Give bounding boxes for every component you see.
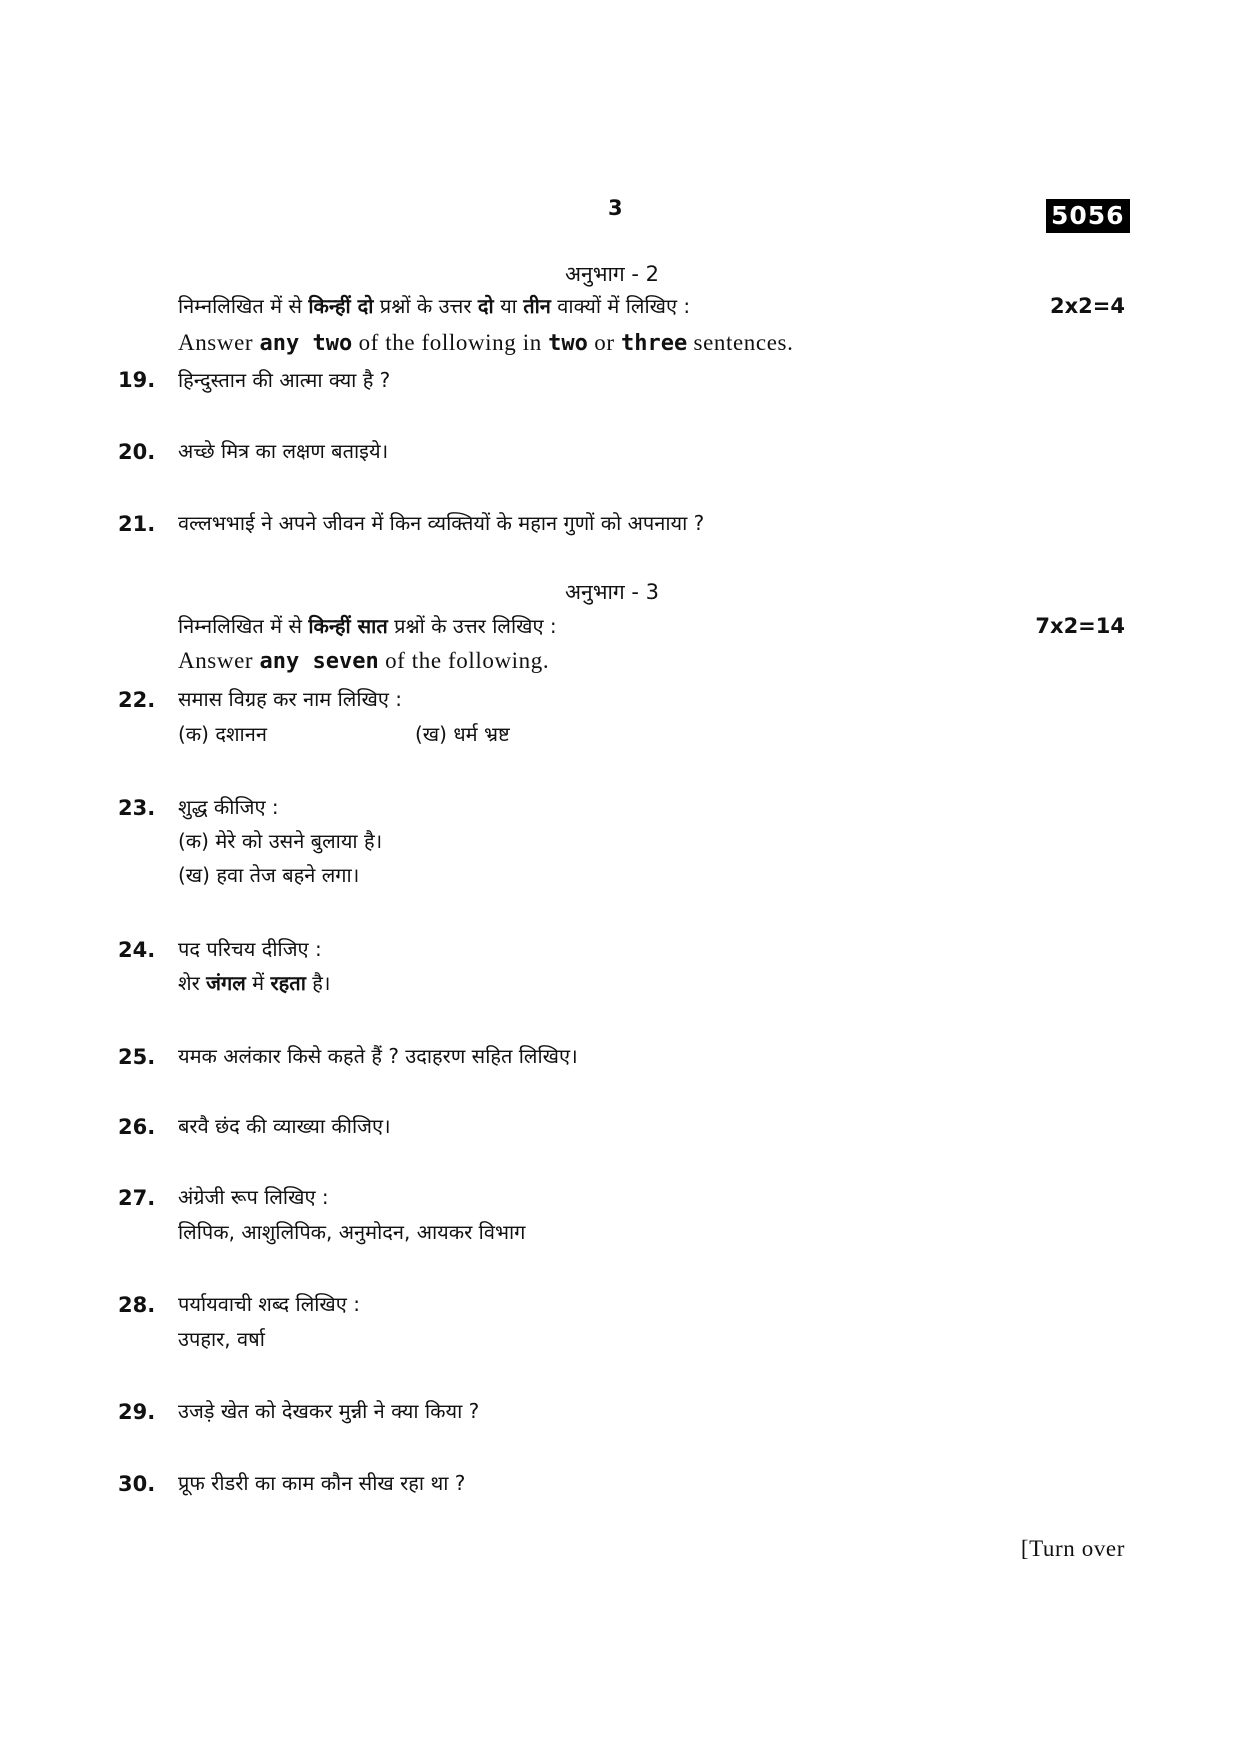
turn-over-note: [Turn over — [1020, 1536, 1125, 1561]
instr-bold: दो — [477, 294, 494, 318]
question-number: 30. — [118, 1472, 156, 1496]
question-number: 21. — [118, 512, 156, 536]
instr-text: Answer — [178, 330, 260, 355]
instr-bold: किन्हीं सात — [308, 614, 388, 638]
question-number: 24. — [118, 938, 156, 962]
page-number: 3 — [608, 196, 623, 220]
instr-bold: any two — [259, 331, 353, 356]
instr-bold: two — [548, 331, 588, 356]
question-number: 26. — [118, 1115, 156, 1139]
question-text: समास विग्रह कर नाम लिखिए : — [178, 687, 403, 711]
instr-bold: किन्हीं दो — [308, 294, 374, 318]
section-2-title: अनुभाग - 2 — [565, 262, 660, 286]
paper-code-badge: 5056 — [1046, 199, 1130, 233]
sentence-text: है। — [305, 971, 331, 995]
question-text: वल्लभभाई ने अपने जीवन में किन व्यक्तियों के महान गुणों को अपनाया ? — [178, 511, 705, 535]
question-number: 29. — [118, 1400, 156, 1424]
sentence-text: में — [245, 971, 271, 995]
section-3-marks: 7x2=14 — [1035, 614, 1125, 638]
sub-part: (ख) हवा तेज बहने लगा। — [178, 863, 360, 887]
question-number: 25. — [118, 1045, 156, 1069]
instr-text: of the following in — [352, 330, 549, 355]
instr-text: of the following. — [378, 648, 550, 673]
instr-text: प्रश्नों के उत्तर — [373, 294, 478, 318]
instr-text: or — [587, 330, 621, 355]
sub-part: (क) दशानन — [178, 722, 267, 746]
section-2-instruction-english — [178, 330, 793, 356]
question-text: शुद्ध कीजिए : — [178, 795, 279, 819]
sentence-bold: रहता — [270, 971, 306, 995]
sub-part: (ख) धर्म भ्रष्ट — [415, 722, 510, 746]
instr-text: वाक्यों में लिखिए : — [550, 294, 691, 318]
sub-part: (क) मेरे को उसने बुलाया है। — [178, 829, 383, 853]
sentence-text: शेर — [178, 971, 207, 995]
question-sentence: लिपिक, आशुलिपिक, अनुमोदन, आयकर विभाग — [178, 1220, 526, 1244]
instr-text: प्रश्नों के उत्तर लिखिए : — [387, 614, 557, 638]
section-3-instruction-hindi — [178, 612, 557, 639]
instr-text: या — [493, 294, 524, 318]
question-text: प्रूफ रीडरी का काम कौन सीख रहा था ? — [178, 1471, 466, 1495]
section-2-instruction-hindi — [178, 292, 690, 319]
question-number: 23. — [118, 796, 156, 820]
question-sentence — [178, 969, 330, 996]
section-2-marks: 2x2=4 — [1050, 294, 1125, 318]
instr-bold: three — [620, 331, 688, 356]
question-text: पर्यायवाची शब्द लिखिए : — [178, 1292, 360, 1316]
instr-bold: तीन — [523, 294, 551, 318]
question-text: उजड़े खेत को देखकर मुन्नी ने क्या किया ? — [178, 1399, 480, 1423]
question-number: 19. — [118, 368, 156, 392]
question-text: पद परिचय दीजिए : — [178, 937, 322, 961]
question-text: बरवै छंद की व्याख्या कीजिए। — [178, 1114, 391, 1138]
sentence-bold: जंगल — [206, 971, 246, 995]
instr-bold: any seven — [259, 649, 379, 674]
section-3-title: अनुभाग - 3 — [565, 580, 660, 604]
instr-text: निम्नलिखित में से — [178, 614, 309, 638]
instr-text: sentences. — [687, 330, 794, 355]
question-number: 22. — [118, 688, 156, 712]
question-number: 27. — [118, 1186, 156, 1210]
question-text: यमक अलंकार किसे कहते हैं ? उदाहरण सहित लिखिए। — [178, 1044, 578, 1068]
question-text: हिन्दुस्तान की आत्मा क्या है ? — [178, 368, 391, 392]
question-text: अंग्रेजी रूप लिखिए : — [178, 1185, 329, 1209]
instr-text: निम्नलिखित में से — [178, 294, 309, 318]
instr-text: Answer — [178, 648, 260, 673]
question-number: 28. — [118, 1293, 156, 1317]
section-3-instruction-english — [178, 648, 549, 674]
question-number: 20. — [118, 440, 156, 464]
question-sentence: उपहार, वर्षा — [178, 1327, 265, 1351]
question-text: अच्छे मित्र का लक्षण बताइये। — [178, 439, 389, 463]
